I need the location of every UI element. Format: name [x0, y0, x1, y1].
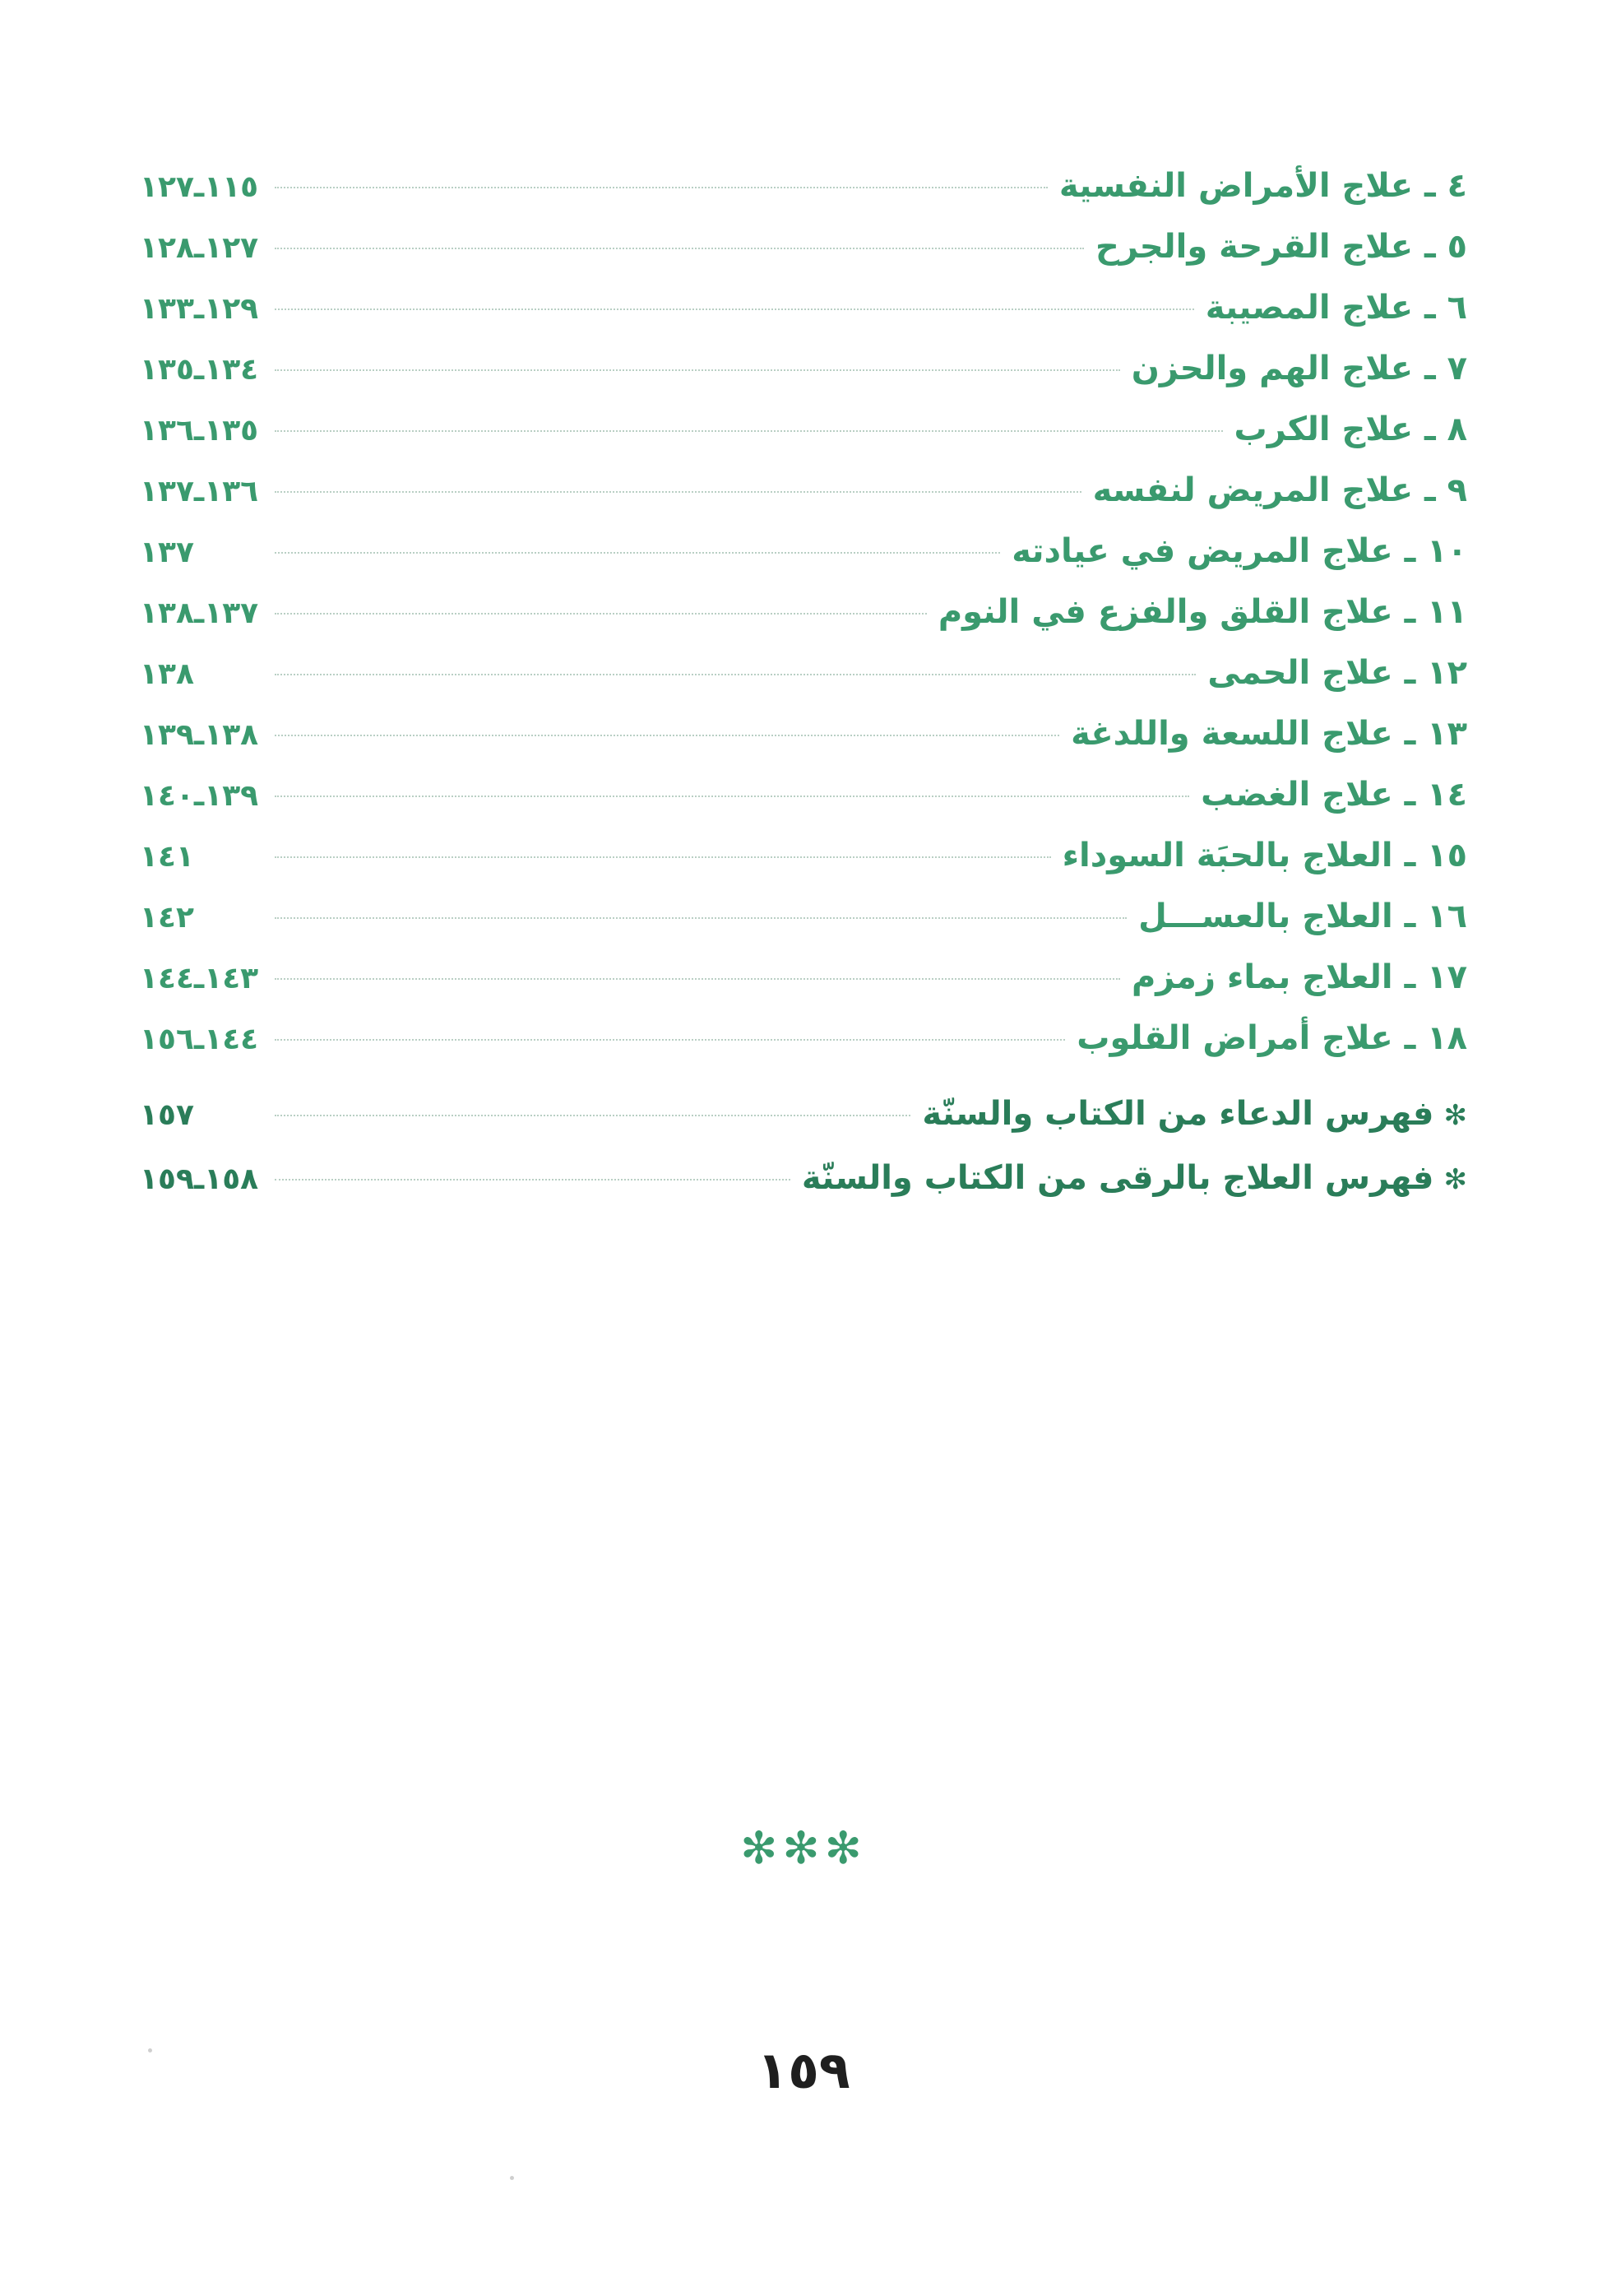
toc-entry-title: فهرس الدعاء من الكتاب والسنّة — [922, 1095, 1434, 1133]
toc-entry-title: ٦ ـ علاج المصيبة — [1205, 289, 1467, 327]
toc-row[interactable] — [140, 712, 1467, 755]
toc-leader-dots — [275, 1179, 790, 1180]
toc-leader-dots — [275, 674, 1196, 675]
toc-entry-pages: ١٢٧ـ١٢٨ — [140, 231, 259, 265]
toc-entry-title: ١١ ـ علاج القلق والفزع في النوم — [938, 593, 1467, 631]
toc-row[interactable] — [140, 347, 1467, 390]
toc-entry-pages: ١٤٣ـ١٤٤ — [140, 962, 259, 995]
toc-entry-pages: ١٣٩ـ١٤٠ — [140, 779, 259, 813]
toc-entry-title: ١٣ ـ علاج اللسعة واللدغة — [1071, 715, 1467, 753]
toc-leader-dots — [275, 369, 1120, 371]
toc-leader-dots — [275, 613, 927, 615]
section-ornament: ✻✻✻ — [740, 1822, 867, 1874]
toc-row[interactable] — [140, 469, 1467, 512]
toc-row[interactable] — [140, 408, 1467, 451]
toc-leader-dots — [275, 1115, 910, 1116]
toc-leader-dots — [275, 187, 1048, 188]
paper-speck — [510, 2176, 514, 2180]
toc-row[interactable] — [140, 773, 1467, 816]
toc-entry-title: ١٢ ـ علاج الحمى — [1207, 654, 1467, 692]
toc-leader-dots — [275, 248, 1084, 249]
toc-entry-pages: ١٣٨ — [140, 657, 194, 691]
toc-row[interactable] — [140, 225, 1467, 268]
toc-row[interactable] — [140, 591, 1467, 633]
toc-entry-title: ١٧ ـ العلاج بماء زمزم — [1131, 958, 1467, 996]
toc-leader-dots — [275, 1039, 1065, 1041]
toc-entry-pages: ١٣٧ـ١٣٨ — [140, 596, 259, 630]
paper-speck — [148, 2048, 152, 2052]
toc-entry-pages: ١٥٧ — [140, 1098, 194, 1132]
toc-leader-dots — [275, 856, 1051, 858]
toc-entry-pages: ١١٥ـ١٢٧ — [140, 170, 259, 204]
page-number: ١٥٩ — [757, 2040, 850, 2100]
toc-entry-title: فهرس العلاج بالرقى من الكتاب والسنّة — [801, 1159, 1434, 1197]
toc-entry-title: ٧ ـ علاج الهم والحزن — [1131, 350, 1467, 387]
toc-entry-pages: ١٤٤ـ١٥٦ — [140, 1023, 259, 1056]
toc-row[interactable] — [140, 956, 1467, 999]
toc-entry-pages: ١٢٩ـ١٣٣ — [140, 292, 259, 326]
toc-entry-title: ١٠ ـ علاج المريض في عيادته — [1012, 532, 1467, 570]
toc-row[interactable] — [140, 834, 1467, 877]
toc-entry-title: ١٦ ـ العلاج بالعســـل — [1138, 898, 1467, 935]
toc-entry-title: ٥ ـ علاج القرحة والجرح — [1095, 228, 1467, 266]
toc-entry-title: ٨ ـ علاج الكرب — [1234, 410, 1467, 448]
toc-leader-dots — [275, 795, 1189, 797]
toc-entry-pages: ١٣٥ـ١٣٦ — [140, 414, 259, 448]
toc-leader-dots — [275, 308, 1194, 310]
toc-entry-title: ١٥ ـ العلاج بالحبَة السوداء — [1062, 837, 1467, 874]
toc-row[interactable] — [140, 1017, 1467, 1060]
toc-leader-dots — [275, 491, 1081, 493]
toc-row[interactable] — [140, 286, 1467, 329]
toc-entry-pages: ١٣٧ — [140, 536, 194, 569]
asterisk-icon: ✻ — [1443, 1099, 1467, 1132]
toc-entry-title: ٩ ـ علاج المريض لنفسه — [1092, 471, 1467, 509]
toc-leader-dots — [275, 735, 1059, 736]
toc-entry-pages: ١٥٨ـ١٥٩ — [140, 1162, 259, 1196]
toc-entry-pages: ١٣٤ـ١٣٥ — [140, 353, 259, 387]
toc-entry-title: ١٨ ـ علاج أمراض القلوب — [1077, 1019, 1467, 1057]
toc-leader-dots — [275, 978, 1120, 980]
toc-leader-dots — [275, 552, 1000, 554]
asterisk-icon: ✻ — [1443, 1163, 1467, 1196]
toc-row-index[interactable] — [140, 1157, 1467, 1199]
toc-entry-pages: ١٣٦ـ١٣٧ — [140, 475, 259, 508]
toc-entry-pages: ١٤٢ — [140, 901, 194, 935]
toc-row[interactable] — [140, 652, 1467, 694]
toc-row[interactable] — [140, 530, 1467, 573]
toc-entry-title: ٤ ـ علاج الأمراض النفسية — [1058, 167, 1467, 205]
toc-entry-pages: ١٤١ — [140, 840, 194, 874]
toc-leader-dots — [275, 917, 1127, 919]
toc-row-index[interactable] — [140, 1092, 1467, 1135]
toc-leader-dots — [275, 430, 1223, 432]
toc-entry-title: ١٤ ـ علاج الغضب — [1201, 776, 1467, 814]
toc-row[interactable] — [140, 895, 1467, 938]
toc-entry-pages: ١٣٨ـ١٣٩ — [140, 718, 259, 752]
table-of-contents — [140, 165, 1467, 1221]
toc-row[interactable] — [140, 165, 1467, 207]
